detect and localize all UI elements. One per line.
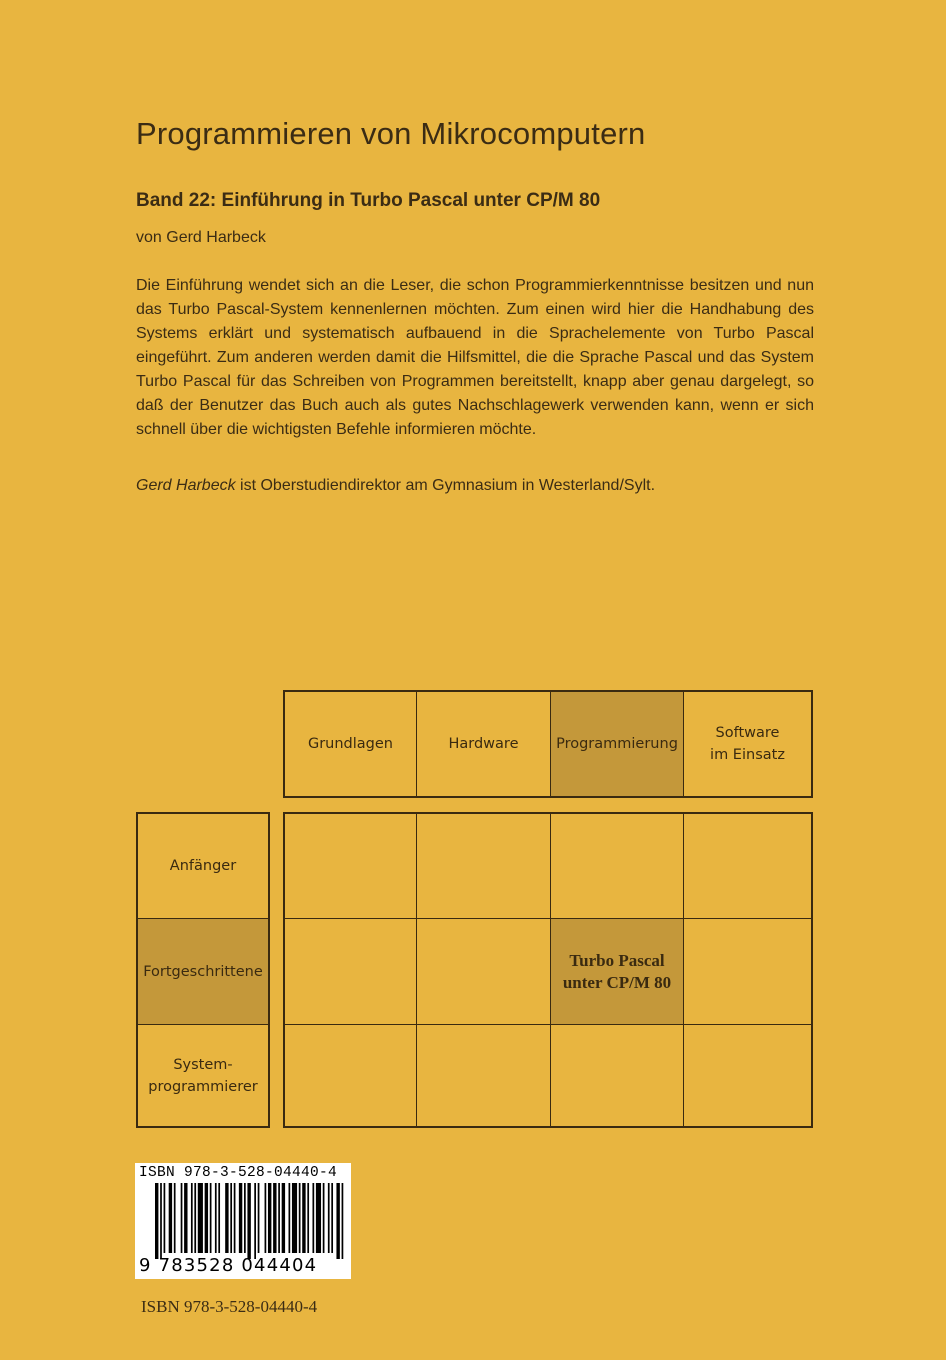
row-header-anfaenger: Anfänger — [138, 814, 268, 919]
author-bio — [136, 477, 655, 495]
matrix-cell — [417, 919, 551, 1025]
barcode-bar — [164, 1183, 166, 1253]
barcode-bar — [282, 1183, 285, 1253]
barcode-bar — [307, 1183, 309, 1253]
barcode-bar — [160, 1183, 162, 1259]
matrix-cell — [285, 814, 417, 919]
series-title: Programmieren von Mikrocomputern — [136, 116, 646, 151]
barcode-bar — [323, 1183, 325, 1253]
barcode-bar — [254, 1183, 256, 1259]
barcode-bar — [225, 1183, 228, 1253]
barcode-bar — [234, 1183, 236, 1253]
barcode-bar — [198, 1183, 203, 1253]
isbn-bottom: ISBN 978-3-528-04440-4 — [141, 1297, 318, 1316]
row-header-fortgeschrittene: Fortgeschrittene — [138, 919, 268, 1025]
matrix-cell — [285, 1025, 417, 1126]
barcode-bar — [174, 1183, 176, 1253]
band-title: Band 22: Einführung in Turbo Pascal unter CP/M 80 — [136, 190, 601, 211]
column-header-software-im-einsatz: Software im Einsatz — [710, 725, 785, 763]
matrix-row-headers — [136, 812, 270, 1128]
barcode-bar — [289, 1183, 291, 1253]
barcode-bar — [299, 1183, 301, 1253]
barcode-bar — [316, 1183, 321, 1253]
barcode-bar — [258, 1183, 260, 1253]
barcode-bar — [265, 1183, 267, 1253]
barcode-bar — [239, 1183, 242, 1253]
barcode-bar — [191, 1183, 193, 1253]
description-paragraph: Die Einführung wendet sich an die Leser, die schon Programmierkenntnisse besitzen und nun das Turbo Pascal-System kennenlernen möchten. Zum einen wird hier die Handhabung des Systems erklärt und systematisch aufbauend in die Sprachelemente von Turbo Pascal eingeführt. Zum anderen werden damit die Hilfsmittel, die die Sprache Pascal und das System Turbo Pascal für das Schreiben von Programmen bereitstellt, knapp aber genau dargelegt, so daß der Benutzer das Buch auch als gutes Nachschlagewerk verwenden kann, wenn er sich schnell über die wichtigsten Befehle informieren möchte. — [136, 277, 814, 438]
barcode-bar — [169, 1183, 172, 1253]
barcode-bar — [292, 1183, 297, 1253]
barcode-bar — [181, 1183, 183, 1253]
matrix-column-headers — [283, 690, 813, 798]
barcode-bar — [155, 1183, 158, 1259]
barcode-bar — [184, 1183, 187, 1253]
column-header-programmierung: Programmierung — [551, 692, 684, 796]
matrix-cell-highlight: Turbo Pascal unter CP/M 80 — [551, 919, 684, 1025]
barcode-bar — [302, 1183, 305, 1253]
barcode-bar — [268, 1183, 271, 1253]
matrix-cell — [417, 1025, 551, 1126]
barcode-bar — [273, 1183, 276, 1253]
barcode-bar — [218, 1183, 220, 1253]
matrix-cell — [684, 1025, 811, 1126]
author-bio-name: Gerd Harbeck — [136, 477, 236, 494]
row-header-systemprogrammierer: System- programmierer — [148, 1056, 258, 1095]
matrix-cell — [684, 814, 811, 919]
barcode-bars — [155, 1183, 345, 1263]
barcode-bar — [312, 1183, 314, 1253]
barcode-ean-digits: 9 783528 044404 — [139, 1255, 318, 1276]
matrix-cell — [551, 1025, 684, 1126]
barcode-bar — [244, 1183, 246, 1253]
barcode-bar — [328, 1183, 330, 1253]
barcode-isbn-text: ISBN 978-3-528-04440-4 — [139, 1165, 338, 1181]
barcode-bar — [210, 1183, 212, 1253]
barcode-bar — [230, 1183, 232, 1253]
matrix-cell — [684, 919, 811, 1025]
barcode-bar — [194, 1183, 196, 1253]
barcode-bar — [342, 1183, 344, 1259]
matrix-cell — [285, 919, 417, 1025]
matrix-cell — [551, 814, 684, 919]
author-line: von Gerd Harbeck — [136, 229, 266, 246]
barcode-bar — [247, 1183, 250, 1259]
barcode — [135, 1163, 351, 1279]
barcode-bar — [336, 1183, 339, 1259]
column-header-grundlagen: Grundlagen — [285, 692, 417, 796]
author-bio-text: ist Oberstudiendirektor am Gymnasium in Westerland/Sylt. — [235, 477, 656, 494]
barcode-bar — [215, 1183, 217, 1253]
matrix-body — [283, 812, 813, 1128]
barcode-bar — [331, 1183, 333, 1253]
matrix-cell — [417, 814, 551, 919]
barcode-bar — [205, 1183, 208, 1253]
column-header-hardware: Hardware — [417, 692, 551, 796]
barcode-bar — [278, 1183, 280, 1253]
